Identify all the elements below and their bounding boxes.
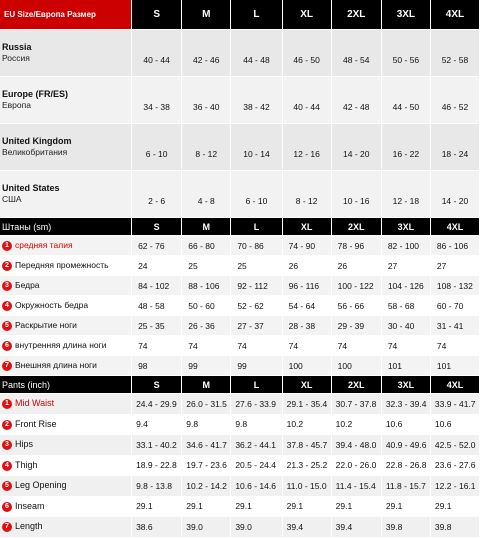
region-value: 16 - 22 — [381, 124, 430, 171]
measure-value: 62 - 76 — [132, 236, 182, 256]
measure-value: 11.8 - 15.7 — [381, 476, 430, 497]
measure-value: 39.4 — [282, 517, 331, 538]
region-sub: Россия — [2, 53, 30, 63]
measure-label-cell — [0, 316, 132, 336]
measure-value: 100 - 122 — [331, 276, 381, 296]
section-header — [0, 376, 480, 394]
measure-value: 27 - 37 — [231, 316, 282, 336]
region-value: 40 - 44 — [282, 77, 331, 124]
measure-row — [0, 435, 480, 456]
measure-label-cell — [0, 356, 132, 376]
region-sub: Великобритания — [2, 147, 68, 157]
measure-value: 11.0 - 15.0 — [282, 476, 331, 497]
measure-value: 74 — [182, 336, 231, 356]
measure-value: 29.1 — [132, 496, 182, 517]
measure-value: 38.6 — [132, 517, 182, 538]
number-badge-icon: 4 — [2, 461, 12, 471]
region-name: Russia — [2, 42, 32, 52]
measure-label: Раскрытие ноги — [15, 320, 77, 331]
measure-value: 99 — [231, 356, 282, 376]
measure-value: 39.4 — [331, 517, 381, 538]
measure-value: 101 — [381, 356, 430, 376]
measure-row — [0, 496, 480, 517]
number-badge-icon: 6 — [2, 502, 12, 512]
measure-row — [0, 476, 480, 497]
measure-row — [0, 256, 480, 276]
region-value: 40 - 44 — [132, 30, 182, 77]
measure-value: 22.8 - 26.8 — [381, 455, 430, 476]
number-badge-icon: 1 — [2, 241, 12, 251]
region-value: 18 - 24 — [430, 124, 479, 171]
measure-value: 37.8 - 45.7 — [282, 435, 331, 456]
size-2xl: 2XL — [331, 0, 381, 30]
measure-label: Thigh — [15, 459, 38, 470]
region-value: 8 - 12 — [282, 171, 331, 218]
measure-value: 29 - 39 — [331, 316, 381, 336]
measure-value: 29.1 — [182, 496, 231, 517]
measure-row — [0, 336, 480, 356]
measure-value: 60 - 70 — [430, 296, 479, 316]
region-sub: Европа — [2, 100, 31, 110]
measure-label-cell — [0, 496, 132, 517]
measure-value: 84 - 102 — [132, 276, 182, 296]
measure-value: 58 - 68 — [381, 296, 430, 316]
measure-label: Бедра — [15, 280, 40, 291]
region-value: 12 - 18 — [381, 171, 430, 218]
region-value: 44 - 50 — [381, 77, 430, 124]
region-name: United Kingdom — [2, 136, 72, 146]
section-label: Pants (inch) — [0, 376, 132, 394]
measure-value: 22.0 - 26.0 — [331, 455, 381, 476]
measure-value: 9.8 — [231, 414, 282, 435]
measure-value: 29.1 — [282, 496, 331, 517]
measure-label-cell — [0, 336, 132, 356]
measure-row — [0, 316, 480, 336]
measure-value: 29.1 — [331, 496, 381, 517]
number-badge-icon: 1 — [2, 399, 12, 409]
section-size: 2XL — [331, 376, 381, 394]
measure-value: 11.4 - 15.4 — [331, 476, 381, 497]
section-size: XL — [282, 218, 331, 236]
region-value: 6 - 10 — [132, 124, 182, 171]
number-badge-icon: 7 — [2, 522, 12, 532]
region-label — [0, 124, 132, 171]
measure-value: 29.1 — [231, 496, 282, 517]
section-size: 3XL — [381, 218, 430, 236]
region-value: 10 - 14 — [231, 124, 282, 171]
measure-value: 18.9 - 22.8 — [132, 455, 182, 476]
measure-label: средняя талия — [15, 240, 73, 251]
measure-value: 29.1 — [381, 496, 430, 517]
measure-value: 99 — [182, 356, 231, 376]
measure-label-cell — [0, 236, 132, 256]
region-value: 36 - 40 — [182, 77, 231, 124]
region-value: 42 - 48 — [331, 77, 381, 124]
size-3xl: 3XL — [381, 0, 430, 30]
measure-value: 10.2 — [282, 414, 331, 435]
section-size: M — [182, 376, 231, 394]
measure-label-cell — [0, 296, 132, 316]
region-value: 48 - 54 — [331, 30, 381, 77]
number-badge-icon: 3 — [2, 281, 12, 291]
measure-value: 24 — [132, 256, 182, 276]
measure-value: 10.2 — [331, 414, 381, 435]
measure-row — [0, 356, 480, 376]
measure-value: 42.5 - 52.0 — [430, 435, 479, 456]
measure-value: 40.9 - 49.6 — [381, 435, 430, 456]
measure-value: 21.3 - 25.2 — [282, 455, 331, 476]
measure-value: 25 — [231, 256, 282, 276]
measure-label: Inseam — [15, 500, 45, 511]
measure-label: Передняя промежность — [15, 260, 109, 271]
section-size: XL — [282, 376, 331, 394]
measure-row — [0, 414, 480, 435]
measure-label-cell — [0, 414, 132, 435]
measure-value: 88 - 106 — [182, 276, 231, 296]
size-s: S — [132, 0, 182, 30]
measure-value: 98 — [132, 356, 182, 376]
measure-value: 10.6 — [430, 414, 479, 435]
section-size: L — [231, 376, 282, 394]
region-value: 46 - 52 — [430, 77, 479, 124]
region-row — [0, 171, 480, 218]
measure-value: 23.6 - 27.6 — [430, 455, 479, 476]
number-badge-icon: 5 — [2, 481, 12, 491]
region-row — [0, 30, 480, 77]
region-name: Europe (FR/ES) — [2, 89, 69, 99]
measure-value: 26.0 - 31.5 — [182, 394, 231, 415]
measure-value: 101 — [430, 356, 479, 376]
size-header-row — [0, 0, 480, 30]
region-value: 12 - 16 — [282, 124, 331, 171]
measure-value: 33.9 - 41.7 — [430, 394, 479, 415]
section-size: L — [231, 218, 282, 236]
region-value: 2 - 6 — [132, 171, 182, 218]
section-size: 4XL — [430, 218, 479, 236]
measure-label: Front Rise — [15, 418, 57, 429]
region-name: United States — [2, 183, 60, 193]
measure-value: 12.2 - 16.1 — [430, 476, 479, 497]
number-badge-icon: 4 — [2, 301, 12, 311]
measure-value: 25 - 35 — [132, 316, 182, 336]
measure-value: 34.6 - 41.7 — [182, 435, 231, 456]
measure-value: 48 - 58 — [132, 296, 182, 316]
measure-value: 74 — [381, 336, 430, 356]
region-value: 8 - 12 — [182, 124, 231, 171]
section-label: Штаны (sm) — [0, 218, 132, 236]
measure-value: 78 - 96 — [331, 236, 381, 256]
measure-row — [0, 236, 480, 256]
measure-value: 33.1 - 40.2 — [132, 435, 182, 456]
measure-value: 32.3 - 39.4 — [381, 394, 430, 415]
section-size: 3XL — [381, 376, 430, 394]
measure-value: 100 — [331, 356, 381, 376]
measure-label: Окружность бедра — [15, 300, 89, 311]
region-value: 44 - 48 — [231, 30, 282, 77]
measure-label: Внешняя длина ноги — [15, 360, 97, 371]
measure-value: 10.6 — [381, 414, 430, 435]
measure-value: 74 — [282, 336, 331, 356]
region-value: 14 - 20 — [331, 124, 381, 171]
measure-value: 19.7 - 23.6 — [182, 455, 231, 476]
section-size: M — [182, 218, 231, 236]
measure-value: 74 — [132, 336, 182, 356]
measure-value: 31 - 41 — [430, 316, 479, 336]
measure-value: 74 - 90 — [282, 236, 331, 256]
measure-label-cell — [0, 435, 132, 456]
header-label: EU Size/Европа Размер — [0, 0, 132, 30]
measure-value: 108 - 132 — [430, 276, 479, 296]
region-value: 42 - 46 — [182, 30, 231, 77]
measure-value: 30 - 40 — [381, 316, 430, 336]
measure-row — [0, 296, 480, 316]
region-sub: США — [2, 194, 22, 204]
measure-row — [0, 455, 480, 476]
measure-label-cell — [0, 517, 132, 538]
region-value: 38 - 42 — [231, 77, 282, 124]
measure-value: 27.6 - 33.9 — [231, 394, 282, 415]
measure-label-cell — [0, 455, 132, 476]
measure-value: 26 — [282, 256, 331, 276]
measure-value: 9.8 - 13.8 — [132, 476, 182, 497]
measure-value: 86 - 106 — [430, 236, 479, 256]
measure-label: внутренняя длина ноги — [15, 340, 107, 351]
region-label — [0, 30, 132, 77]
measure-value: 82 - 100 — [381, 236, 430, 256]
measure-label-cell — [0, 394, 132, 415]
measure-value: 39.8 — [430, 517, 479, 538]
region-row — [0, 77, 480, 124]
measure-value: 54 - 64 — [282, 296, 331, 316]
measure-row — [0, 394, 480, 415]
measure-label-cell — [0, 476, 132, 497]
measure-value: 39.0 — [182, 517, 231, 538]
measure-value: 96 - 116 — [282, 276, 331, 296]
section-header — [0, 218, 480, 236]
number-badge-icon: 2 — [2, 261, 12, 271]
measure-value: 29.1 — [430, 496, 479, 517]
size-4xl: 4XL — [430, 0, 479, 30]
measure-value: 52 - 62 — [231, 296, 282, 316]
section-size: S — [132, 218, 182, 236]
measure-value: 30.7 - 37.8 — [331, 394, 381, 415]
measure-value: 29.1 - 35.4 — [282, 394, 331, 415]
region-value: 14 - 20 — [430, 171, 479, 218]
measure-value: 74 — [231, 336, 282, 356]
measure-value: 9.8 — [182, 414, 231, 435]
measure-row — [0, 517, 480, 538]
number-badge-icon: 6 — [2, 341, 12, 351]
size-l: L — [231, 0, 282, 30]
measure-value: 20.5 - 24.4 — [231, 455, 282, 476]
size-xl: XL — [282, 0, 331, 30]
measure-label-cell — [0, 276, 132, 296]
measure-value: 26 — [331, 256, 381, 276]
measure-value: 26 - 36 — [182, 316, 231, 336]
measure-label: Hips — [15, 439, 34, 450]
measure-value: 66 - 80 — [182, 236, 231, 256]
measure-value: 25 — [182, 256, 231, 276]
region-value: 6 - 10 — [231, 171, 282, 218]
measure-value: 39.8 — [381, 517, 430, 538]
measure-value: 27 — [430, 256, 479, 276]
number-badge-icon: 5 — [2, 321, 12, 331]
number-badge-icon: 3 — [2, 440, 12, 450]
measure-value: 28 - 38 — [282, 316, 331, 336]
region-value: 34 - 38 — [132, 77, 182, 124]
measure-value: 39.0 — [231, 517, 282, 538]
measure-value: 92 - 112 — [231, 276, 282, 296]
measure-value: 104 - 126 — [381, 276, 430, 296]
measure-value: 74 — [430, 336, 479, 356]
measure-value: 27 — [381, 256, 430, 276]
region-value: 10 - 16 — [331, 171, 381, 218]
region-value: 52 - 58 — [430, 30, 479, 77]
measure-value: 100 — [282, 356, 331, 376]
measure-value: 24.4 - 29.9 — [132, 394, 182, 415]
measure-value: 36.2 - 44.1 — [231, 435, 282, 456]
size-m: M — [182, 0, 231, 30]
measure-value: 10.2 - 14.2 — [182, 476, 231, 497]
measure-label: Length — [15, 521, 43, 532]
region-value: 46 - 50 — [282, 30, 331, 77]
measure-value: 9.4 — [132, 414, 182, 435]
measure-value: 56 - 66 — [331, 296, 381, 316]
section-size: S — [132, 376, 182, 394]
measure-value: 39.4 - 48.0 — [331, 435, 381, 456]
region-row — [0, 124, 480, 171]
measure-label: Mid Waist — [15, 398, 55, 409]
measure-label: Leg Opening — [15, 480, 67, 491]
number-badge-icon: 7 — [2, 361, 12, 371]
measure-value: 74 — [331, 336, 381, 356]
region-value: 4 - 8 — [182, 171, 231, 218]
section-size: 4XL — [430, 376, 479, 394]
section-size: 2XL — [331, 218, 381, 236]
measure-value: 70 - 86 — [231, 236, 282, 256]
region-label — [0, 171, 132, 218]
region-label — [0, 77, 132, 124]
region-value: 50 - 56 — [381, 30, 430, 77]
measure-value: 10.6 - 14.6 — [231, 476, 282, 497]
measure-value: 50 - 60 — [182, 296, 231, 316]
measure-label-cell — [0, 256, 132, 276]
measure-row — [0, 276, 480, 296]
number-badge-icon: 2 — [2, 420, 12, 430]
